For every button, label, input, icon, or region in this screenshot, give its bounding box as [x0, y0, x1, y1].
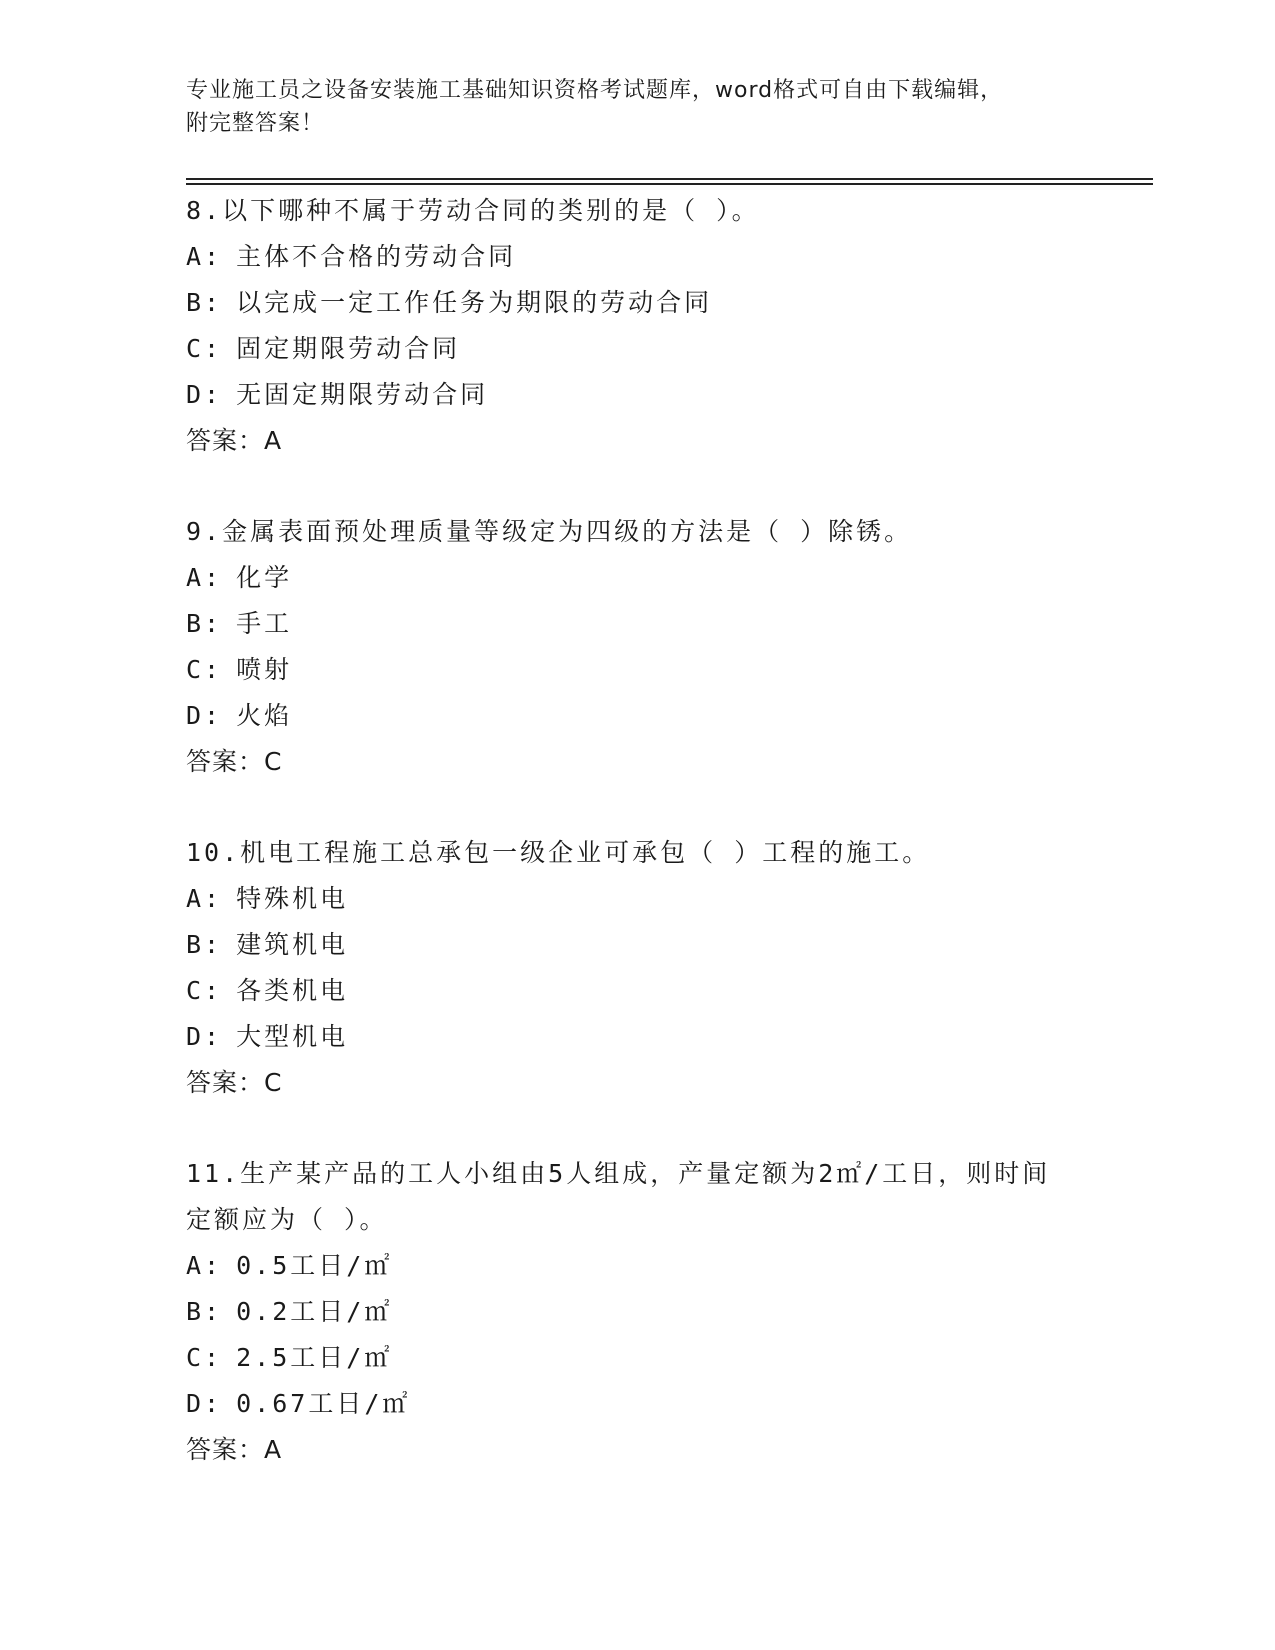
option-text: 2.5工日/㎡ [236, 1343, 393, 1372]
document-header [186, 74, 1086, 140]
question-10 [186, 830, 1146, 1106]
option-key: A: [186, 242, 223, 271]
option-key: C: [186, 1343, 223, 1372]
option-key: D: [186, 380, 223, 409]
option-a [186, 234, 1146, 280]
option-c [186, 326, 1146, 372]
option-text: 主体不合格的劳动合同 [236, 242, 517, 271]
option-a [186, 555, 1146, 601]
option-text: 固定期限劳动合同 [236, 334, 461, 363]
option-b [186, 922, 1146, 968]
option-text: 0.67工日/㎡ [236, 1389, 411, 1418]
option-key: A: [186, 1251, 223, 1280]
answer-label: 答案：A [186, 1435, 283, 1464]
option-text: 喷射 [236, 655, 293, 684]
option-text: 建筑机电 [236, 930, 349, 959]
header-divider-top [186, 178, 1153, 180]
header-line-1: 专业施工员之设备安装施工基础知识资格考试题库，word格式可自由下载编辑， [186, 78, 1004, 103]
question-8 [186, 188, 1146, 464]
question-stem: 9.金属表面预处理质量等级定为四级的方法是（ ）除锈。 [186, 517, 913, 546]
question-9 [186, 509, 1146, 785]
option-a [186, 1243, 1146, 1289]
option-key: C: [186, 976, 223, 1005]
option-text: 手工 [236, 609, 293, 638]
option-text: 火焰 [236, 701, 293, 730]
question-stem-line-1: 11.生产某产品的工人小组由5人组成，产量定额为2㎡/工日，则时间 [186, 1159, 1051, 1188]
option-key: A: [186, 884, 223, 913]
option-d [186, 372, 1146, 418]
answer-label: 答案：A [186, 426, 283, 455]
option-text: 无固定期限劳动合同 [236, 380, 489, 409]
option-key: D: [186, 701, 223, 730]
answer-label: 答案：C [186, 747, 283, 776]
option-text: 化学 [236, 563, 293, 592]
option-c [186, 968, 1146, 1014]
option-text: 特殊机电 [236, 884, 349, 913]
option-text: 0.5工日/㎡ [236, 1251, 393, 1280]
option-c [186, 647, 1146, 693]
option-key: C: [186, 655, 223, 684]
question-11 [186, 1151, 1146, 1473]
option-b [186, 1289, 1146, 1335]
header-line-2: 附完整答案！ [186, 111, 325, 136]
header-divider-bottom [186, 183, 1153, 185]
option-text: 大型机电 [236, 1022, 349, 1051]
option-key: B: [186, 1297, 223, 1326]
option-key: A: [186, 563, 223, 592]
question-stem-line-2: 定额应为（ ）。 [186, 1205, 388, 1234]
option-d [186, 693, 1146, 739]
option-d [186, 1381, 1146, 1427]
question-list [186, 188, 1146, 1473]
option-key: D: [186, 1022, 223, 1051]
option-d [186, 1014, 1146, 1060]
option-key: B: [186, 930, 223, 959]
option-key: B: [186, 609, 223, 638]
option-a [186, 876, 1146, 922]
option-b [186, 601, 1146, 647]
option-key: C: [186, 334, 223, 363]
question-stem: 10.机电工程施工总承包一级企业可承包（ ）工程的施工。 [186, 838, 931, 867]
option-key: B: [186, 288, 223, 317]
option-text: 各类机电 [236, 976, 349, 1005]
option-text: 0.2工日/㎡ [236, 1297, 393, 1326]
option-c [186, 1335, 1146, 1381]
answer-label: 答案：C [186, 1068, 283, 1097]
option-text: 以完成一定工作任务为期限的劳动合同 [236, 288, 713, 317]
question-stem: 8.以下哪种不属于劳动合同的类别的是（ ）。 [186, 196, 760, 225]
option-key: D: [186, 1389, 223, 1418]
option-b [186, 280, 1146, 326]
